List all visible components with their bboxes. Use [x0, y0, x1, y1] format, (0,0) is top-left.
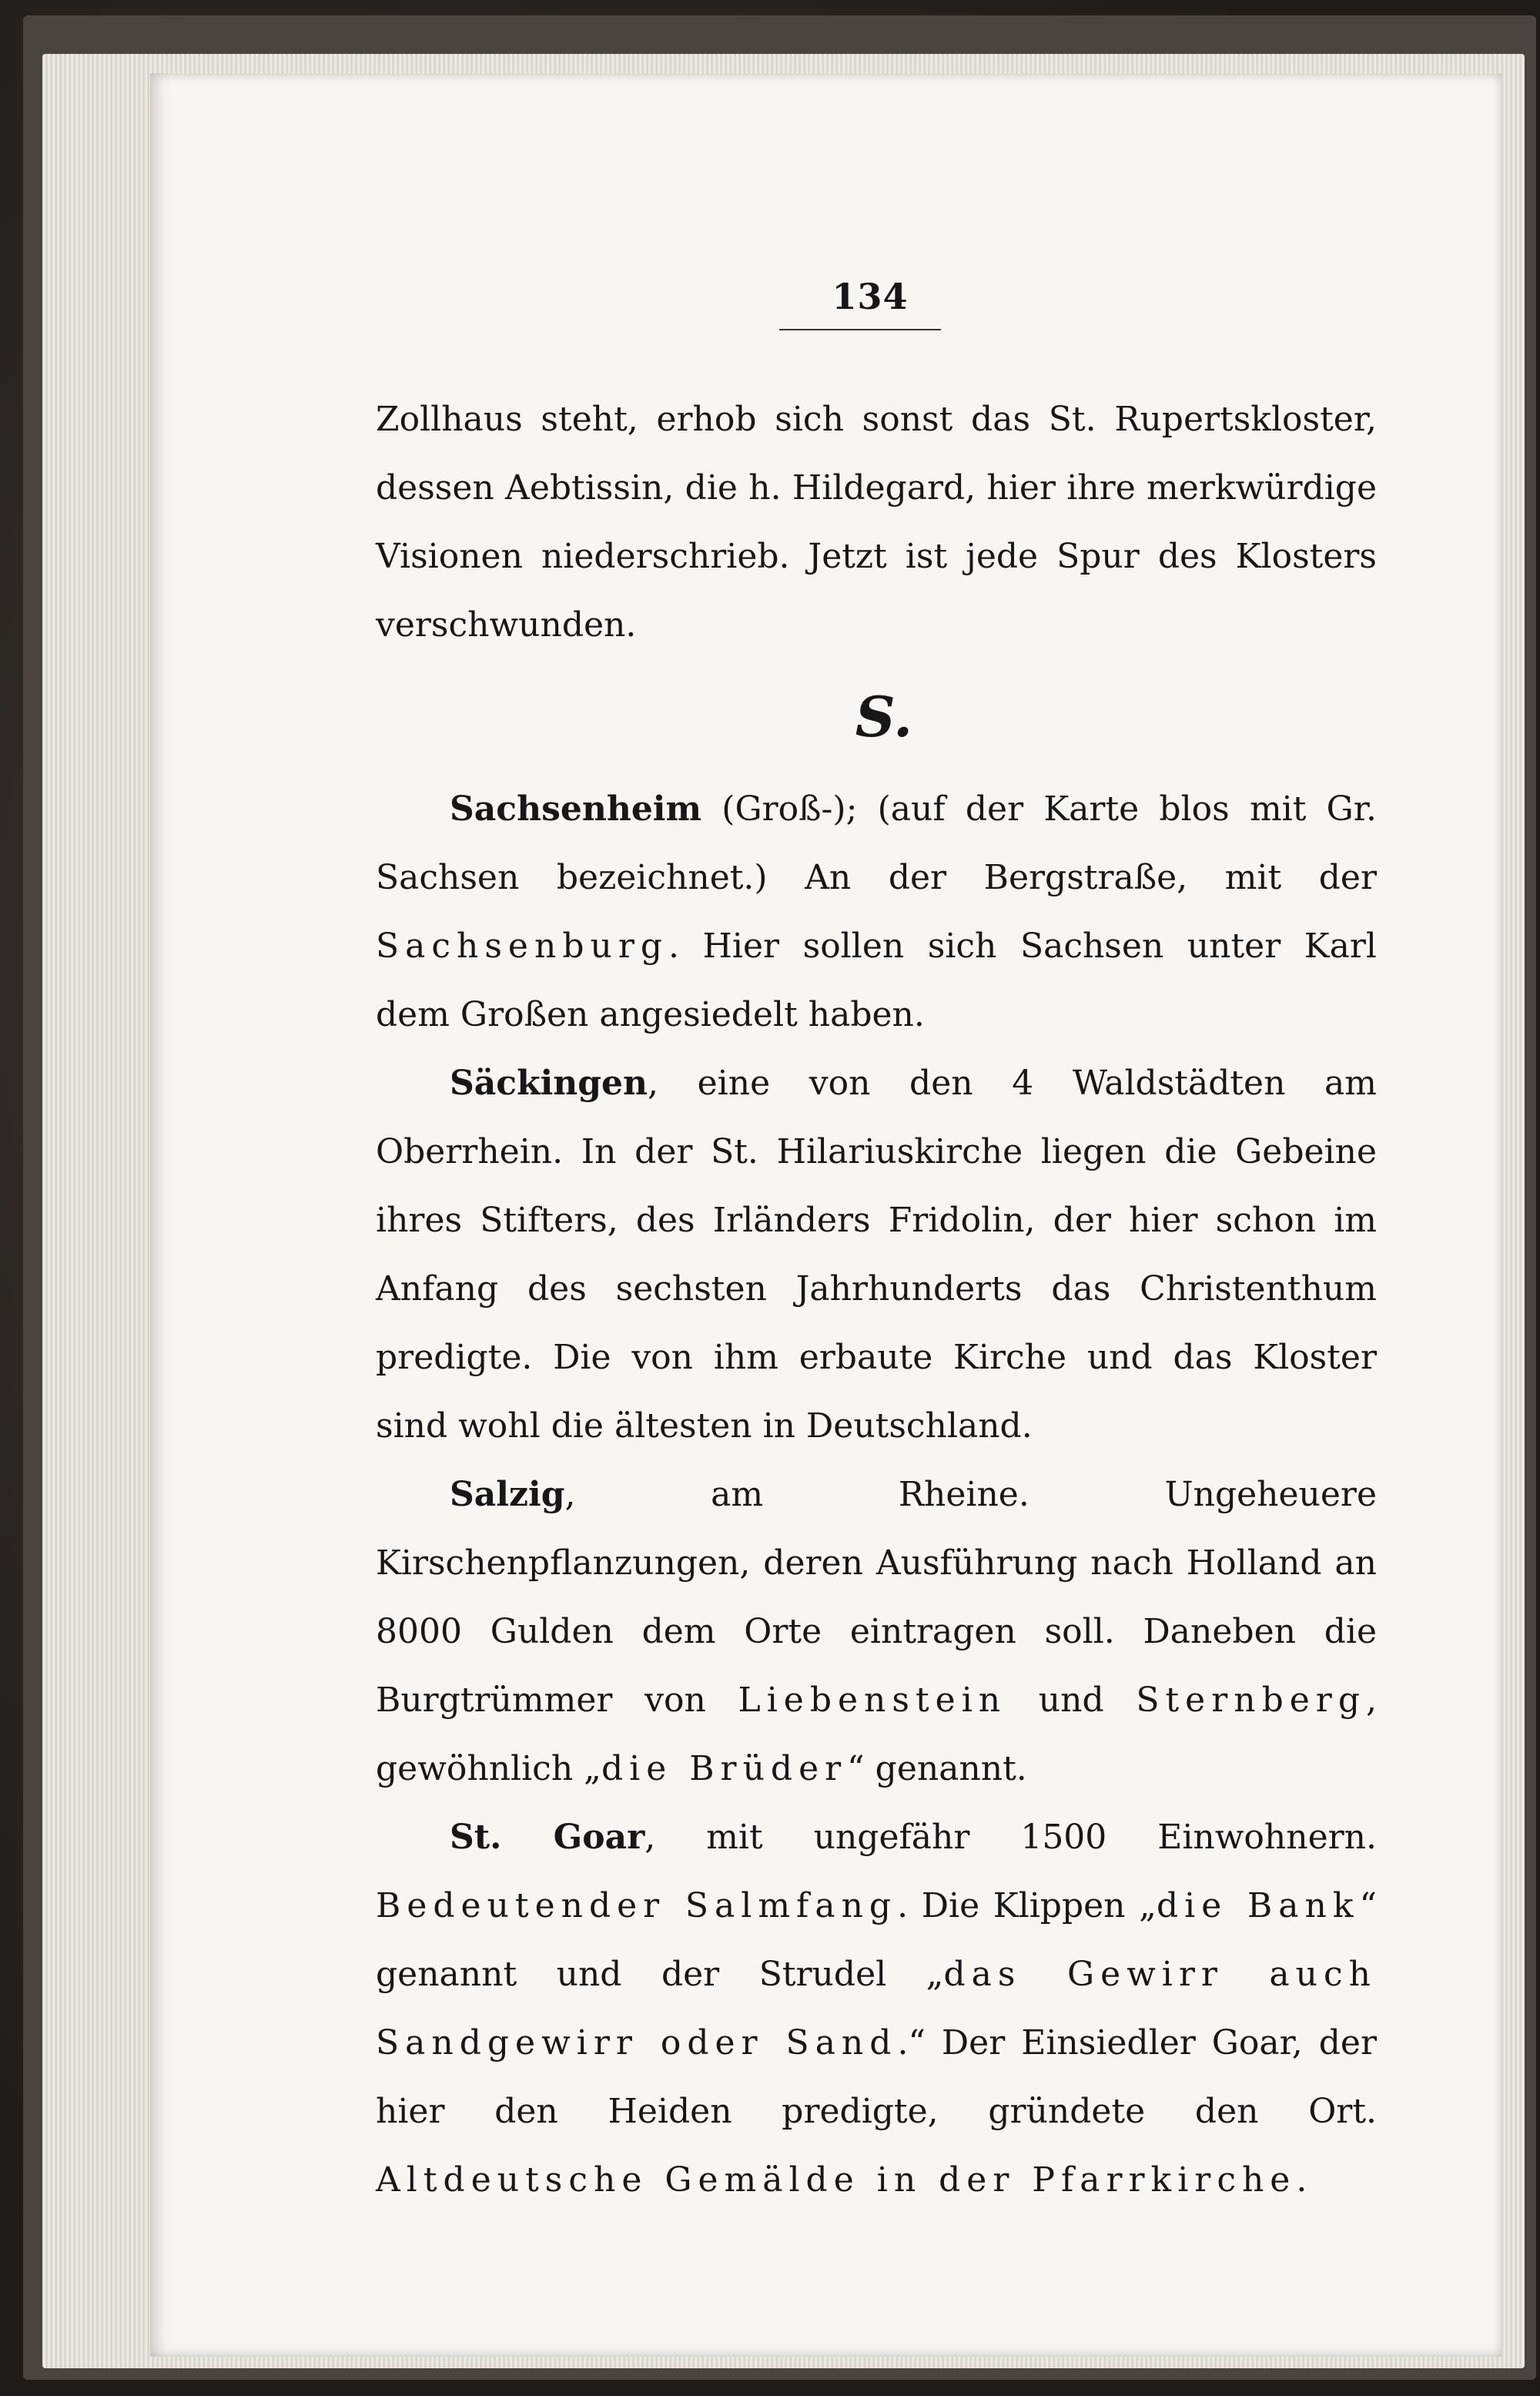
header-rule [779, 329, 941, 330]
entry-salzig [376, 1460, 1377, 1803]
entry-text: , am Rheine. Ungeheuere Kirschenpflanzungen, deren Ausführung nach Holland an 8000 Gulden dem Orte eintragen soll. Daneben die Burgtrümmer von [376, 1475, 1377, 1720]
spaced-text: die Bank [1156, 1886, 1360, 1925]
entry-text: , eine von den 4 Waldstädten am Oberrhein. In der St. Hilariuskirche liegen die Gebeine ihres Stifters, des Irländers Fridolin, der hier schon im Anfang des sechsten Jahrhunderts das Christenthum predigte. Die von ihm erbaute Kirche und das Kloster sind wohl die ältesten in Deutschland. [376, 1064, 1377, 1446]
entry-text: und [1006, 1681, 1137, 1720]
entry-text: . [1296, 2160, 1307, 2200]
spaced-text: Sternberg [1136, 1681, 1366, 1720]
continuation-paragraph: Zollhaus steht, erhob sich sonst das St. Rupertskloster, dessen Aebtissin, die h. Hildegard, hier ihre merkwürdige Visionen niederschrieb. Jetzt ist jede Spur des Klosters verschwunden. [376, 400, 1377, 645]
entry-text: (Groß-); (auf der Karte blos mit Gr. Sachsen bezeichnet.) An der Bergstraße, mit der [376, 789, 1377, 897]
spaced-text: Altdeutsche Gemälde in der Pfarrkirche [376, 2160, 1297, 2200]
entry-sachsenheim [376, 775, 1377, 1049]
entry-text: “ genannt und der Strudel „ [376, 1886, 1377, 1994]
spaced-text: die Brüder [601, 1749, 848, 1788]
entry-text: , mit ungefähr 1500 Einwohnern. [644, 1818, 1377, 1857]
entry-text: “ genannt. [847, 1749, 1027, 1788]
entry-saeckingen [376, 1049, 1377, 1460]
headword: St. Goar [450, 1818, 645, 1857]
page-number: 134 [832, 276, 909, 317]
headword: Salzig [450, 1475, 565, 1514]
headword: Säckingen [450, 1064, 648, 1103]
spaced-text: Sachsenburg [376, 927, 669, 966]
entry-text: . Die Klippen „ [897, 1886, 1157, 1925]
entry-st-goar [376, 1803, 1377, 2214]
entry-text: .“ Der Einsiedler Goar, der hier den Heiden predigte, gründete den Ort. [376, 2023, 1378, 2131]
page-body [376, 385, 1377, 2214]
spaced-text: das Gewirr auch Sandgewirr oder Sand [376, 1955, 1377, 2063]
spaced-text: Liebenstein [738, 1681, 1007, 1720]
entry-text: . Hier sollen sich Sachsen unter Karl dem Großen angesiedelt haben. [376, 927, 1377, 1034]
section-letter: S. [855, 684, 913, 749]
spaced-text: Bedeutender Salmfang [376, 1886, 898, 1925]
headword: Sachsenheim [450, 789, 702, 829]
entry-text: , gewöhnlich „ [376, 1681, 1377, 1788]
